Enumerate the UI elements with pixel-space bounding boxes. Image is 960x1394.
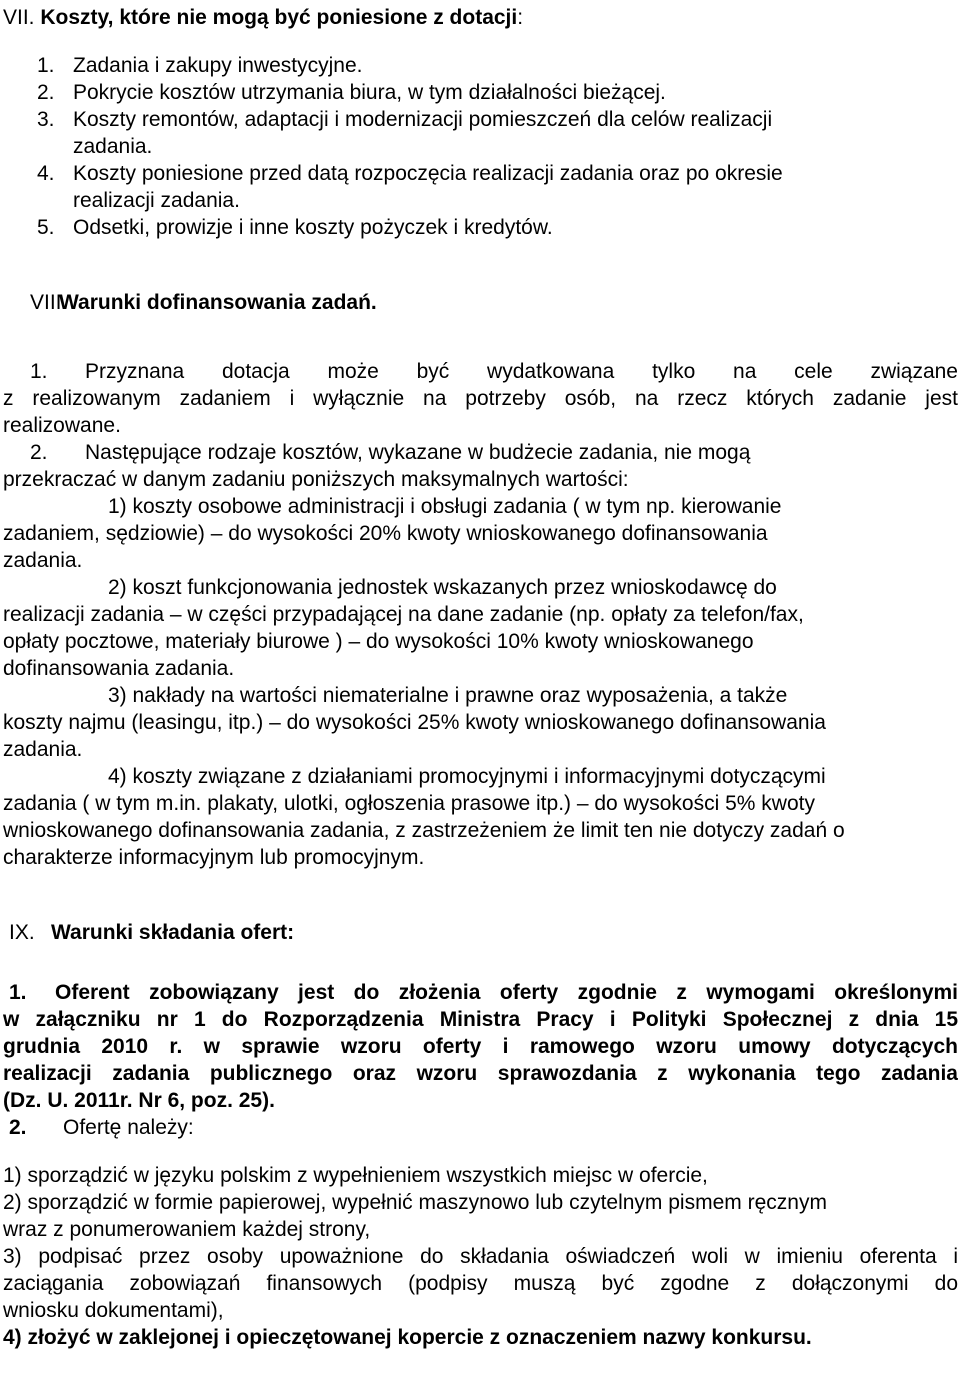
list-item: 4) złożyć w zaklejonej i opieczętowanej kopercie z oznaczeniem nazwy konkursu.	[3, 1326, 812, 1349]
section-ix-paragraph-2: 2. Ofertę należy:	[9, 1116, 194, 1139]
section-viii-heading	[3, 289, 958, 316]
list-item: 3. Koszty remontów, adaptacji i modernizacji pomieszczeń dla celów realizacji	[37, 108, 773, 131]
section-ix-paragraph-1: 1. Oferent zobowiązany jest do złożenia oferty zgodnie z wymogami określonymi w załączniku nr 1 do Rozporządzenia Ministra Pracy i Polityki Społecznej z dnia 15 grudnia 2010 r. w sprawie wzoru oferty i ramowego wzoru umowy dotyczących realizacji zadania publicznego oraz wzoru sprawozdania z wykonania tego zadania (Dz. U. 2011r. Nr 6, poz. 25).	[3, 981, 958, 1112]
section-ix-roman: IX.	[9, 921, 35, 944]
section-vii-colon: :	[517, 6, 524, 29]
list-item-continuation: zadania.	[73, 135, 153, 158]
section-vii-list	[3, 52, 958, 241]
section-vii-title: Koszty, które nie mogą być poniesione z dotacji	[40, 6, 518, 29]
list-item: 1) sporządzić w języku polskim z wypełnieniem wszystkich miejsc w ofercie,	[3, 1164, 708, 1187]
section-ix-title: Warunki składania ofert:	[51, 921, 295, 944]
list-item: 1. Zadania i zakupy inwestycyjne.	[37, 54, 363, 77]
cost-limit-4: 4) koszty związane z działaniami promocyjnymi i informacyjnymi dotyczącymi zadania ( w tym m.in. plakaty, ulotki, ogłoszenia prasowe itp.) – do wysokości 5% kwoty wnioskowanego dofinansowania zadania, z zastrzeżeniem że limit ten nie dotyczy zadań o charakterze informacyjnym lub promocyjnym.	[3, 765, 845, 869]
list-item: 2) sporządzić w formie papierowej, wypełnić maszynowo lub czytelnym pismem ręcznym wraz z ponumerowaniem każdej strony,	[3, 1191, 827, 1241]
section-viii-roman: VIII.	[30, 291, 68, 314]
cost-limit-2: 2) koszt funkcjonowania jednostek wskazanych przez wnioskodawcę do realizacji zadania – w części przypadającej na dane zadanie (np. opłaty za telefon/fax, opłaty pocztowe, materiały biurowe ) – do wysokości 10% kwoty wnioskowanego dofinansowania zadania.	[3, 576, 804, 680]
section-vii-roman: VII.	[3, 6, 35, 29]
list-item: 3) podpisać przez osoby upoważnione do składania oświadczeń woli w imieniu oferenta i zaciągania zobowiązań finansowych (podpisy muszą być zgodne z dołączonymi do wniosku dokumentami),	[3, 1245, 958, 1322]
section-vii-heading	[3, 4, 958, 31]
list-item: 4. Koszty poniesione przed datą rozpoczęcia realizacji zadania oraz po okresie	[37, 162, 783, 185]
cost-limit-3: 3) nakłady na wartości niematerialne i prawne oraz wyposażenia, a także koszty najmu (leasingu, itp.) – do wysokości 25% kwoty wnioskowanego dofinansowania zadania.	[3, 684, 826, 761]
offer-requirements-list	[3, 1162, 958, 1351]
section-viii-title: Warunki dofinansowania zadań.	[59, 291, 377, 314]
section-viii-paragraph-1: 1. Przyznana dotacja może być wydatkowana tylko na cele związane z realizowanym zadaniem i wyłącznie na potrzeby osób, na rzecz których zadanie jest realizowane.	[3, 360, 958, 437]
list-item: 2. Pokrycie kosztów utrzymania biura, w tym działalności bieżącej.	[37, 81, 666, 104]
document-page	[3, 4, 958, 1351]
list-item-continuation: realizacji zadania.	[73, 189, 240, 212]
list-item: 5. Odsetki, prowizje i inne koszty pożyczek i kredytów.	[37, 216, 553, 239]
section-viii-paragraph-2: 2. Następujące rodzaje kosztów, wykazane w budżecie zadania, nie mogą przekraczać w danym zadaniu poniższych maksymalnych wartości:	[3, 441, 751, 491]
cost-limit-1: 1) koszty osobowe administracji i obsługi zadania ( w tym np. kierowanie zadaniem, sędziowie) – do wysokości 20% kwoty wnioskowanego dofinansowania zadania.	[3, 495, 782, 572]
section-ix-heading	[3, 919, 958, 946]
